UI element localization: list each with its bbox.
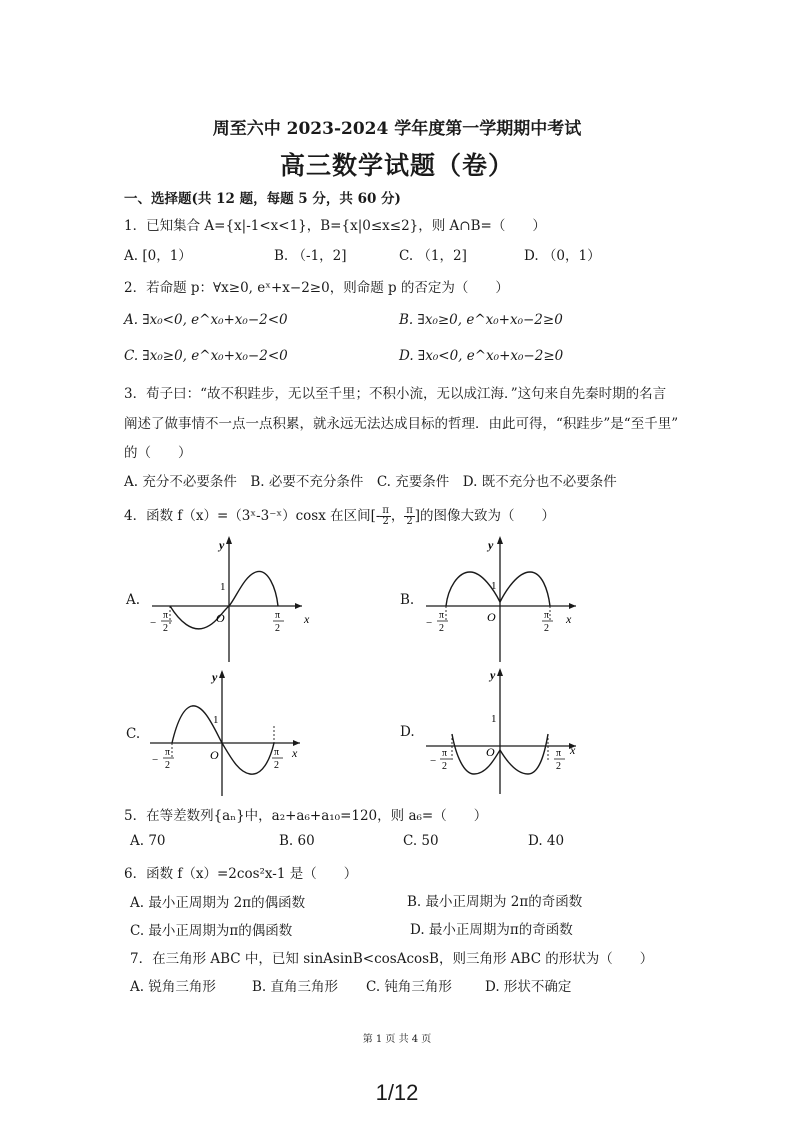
minus-sign: −	[430, 755, 437, 767]
x-axis-arrow	[295, 603, 302, 609]
pi-right: π	[275, 610, 281, 621]
graph-a	[140, 532, 310, 664]
q5-option-d: D. 40	[528, 833, 565, 849]
graph-d	[414, 664, 584, 796]
q6-option-a: A. 最小正周期为 2π的偶函数	[130, 895, 306, 911]
y-axis-arrow	[219, 670, 225, 678]
q7-option-d: D. 形状不确定	[485, 979, 572, 995]
curve	[446, 572, 550, 606]
graph-b	[414, 532, 584, 664]
two-right: 2	[275, 623, 280, 634]
two-right: 2	[556, 761, 561, 772]
q1-option-a: A. [0，1）	[124, 248, 192, 264]
q2-option-a: A. ∃x₀<0, e^x₀+x₀−2<0	[124, 312, 288, 328]
origin-label: O	[210, 748, 219, 762]
pi-right: π	[544, 610, 550, 621]
curve	[172, 706, 274, 774]
q4-stem-start: 4．函数 f（x）=（3ˣ-3⁻ˣ）cosx 在区间[-	[124, 508, 381, 524]
q5-option-b: B. 60	[279, 833, 315, 849]
y-axis-arrow	[226, 536, 232, 544]
pi-left: π	[165, 747, 171, 758]
x-label: x	[566, 612, 572, 626]
question-2-stem: 2．若命题 p：∀x≥0, eˣ+x−2≥0，则命题 p 的否定为（ ）	[124, 280, 509, 296]
origin-label: O	[487, 610, 496, 624]
q4-label-b: B.	[400, 592, 415, 608]
section-heading: 一、选择题(共 12 题，每题 5 分，共 60 分)	[124, 191, 401, 207]
y-axis-arrow	[497, 536, 503, 544]
question-3-line-3: 的（ ）	[124, 445, 192, 461]
q1-option-c: C. （1，2]	[399, 248, 467, 264]
q4-label-c: C.	[126, 726, 141, 742]
two-left: 2	[442, 761, 447, 772]
q6-option-d: D. 最小正周期为π的奇函数	[410, 922, 573, 938]
question-7-stem: 7．在三角形 ABC 中，已知 sinAsinB<cosAcosB，则三角形 ABC 的形状为（ ）	[130, 951, 654, 967]
two-right: 2	[544, 623, 549, 634]
q4-stem-end: ]的图像大致为（ ）	[414, 508, 555, 524]
origin-label: O	[486, 745, 495, 759]
x-axis-arrow	[569, 603, 576, 609]
question-1-stem: 1．已知集合 A={x|-1<x<1}，B={x|0≤x≤2}，则 A∩B=（ ）	[124, 218, 546, 234]
two-left: 2	[439, 623, 444, 634]
pi-left: π	[439, 610, 445, 621]
q6-option-b: B. 最小正周期为 2π的奇函数	[407, 894, 583, 910]
q7-option-c: C. 钝角三角形	[366, 979, 452, 995]
y-label: y	[212, 670, 218, 684]
q4-label-d: D.	[400, 724, 415, 740]
y-axis-arrow	[497, 668, 503, 676]
x-label: x	[570, 743, 576, 757]
one-label: 1	[220, 581, 226, 593]
pi-right: π	[274, 747, 280, 758]
page-counter: 1/12	[375, 1080, 419, 1105]
one-label: 1	[213, 714, 219, 726]
pi-right: π	[556, 748, 562, 759]
q3-options: A. 充分不必要条件 B. 必要不充分条件 C. 充要条件 D. 既不充分也不必要条件	[124, 474, 617, 490]
page-footer: 第 1 页 共 4 页	[362, 1034, 432, 1045]
school-exam-title: 周至六中 2023-2024 学年度第一学期期中考试	[212, 119, 582, 139]
y-label: y	[490, 668, 496, 682]
q2-option-b: B. ∃x₀≥0, e^x₀+x₀−2≥0	[399, 312, 563, 328]
fraction-pi-over-2: $\frac{\pi}{2}$	[406, 505, 413, 527]
q1-option-b: B. （-1，2]	[274, 248, 347, 264]
one-label: 1	[491, 713, 497, 725]
graph-c	[140, 666, 310, 798]
pi-left: π	[163, 610, 169, 621]
two-left: 2	[163, 623, 168, 634]
q6-option-c: C. 最小正周期为π的偶函数	[130, 923, 293, 939]
question-5-stem: 5．在等差数列{aₙ}中，a₂+a₆+a₁₀=120，则 a₆=（ ）	[124, 808, 488, 824]
q2-option-c: C. ∃x₀≥0, e^x₀+x₀−2<0	[124, 348, 288, 364]
origin-label: O	[216, 611, 225, 625]
one-label: 1	[491, 580, 497, 592]
question-3-line-1: 3．荀子曰：“故不积跬步，无以至千里；不积小流，无以成江海．”这句来自先秦时期的名言	[124, 386, 667, 402]
x-label: x	[292, 746, 298, 760]
q7-option-b: B. 直角三角形	[252, 979, 339, 995]
y-label: y	[488, 538, 494, 552]
fraction-neg-pi-over-2: $\frac{\pi}{2}$	[382, 505, 389, 527]
q4-label-a: A.	[126, 592, 141, 608]
q1-option-d: D. （0，1）	[524, 248, 601, 264]
minus-sign: −	[150, 617, 157, 629]
q5-option-a: A. 70	[130, 833, 166, 849]
two-right: 2	[274, 760, 279, 771]
pi-left: π	[442, 748, 448, 759]
q2-option-d: D. ∃x₀<0, e^x₀+x₀−2≥0	[399, 348, 564, 364]
minus-sign: −	[426, 617, 433, 629]
exam-paper-title: 高三数学试题（卷）	[279, 151, 514, 180]
x-label: x	[304, 612, 310, 626]
y-label: y	[219, 538, 225, 552]
q7-option-a: A. 锐角三角形	[130, 979, 216, 995]
two-left: 2	[165, 760, 170, 771]
question-3-line-2: 阐述了做事情不一点一点积累，就永远无法达成目标的哲理．由此可得，“积跬步”是“至千里”	[124, 416, 679, 432]
question-6-stem: 6．函数 f（x）=2cos²x-1 是（ ）	[124, 866, 358, 882]
q5-option-c: C. 50	[403, 833, 439, 849]
minus-sign: −	[152, 754, 159, 766]
question-4-stem: 4．函数 f（x）=（3ˣ-3⁻ˣ）cosx 在区间[$-\frac{\pi}{2}$，$\frac{\pi}{2}$]的图像大致为（ ）	[124, 505, 555, 527]
